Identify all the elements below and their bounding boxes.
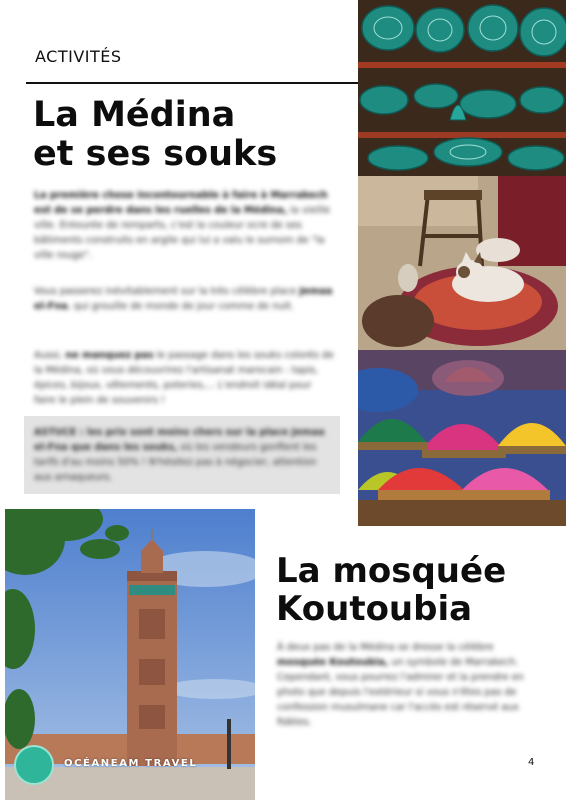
- section-rule: [26, 82, 360, 84]
- page-number: 4: [528, 757, 535, 768]
- medina-title-line1: La Médina: [33, 95, 236, 135]
- koutoubia-paragraph: [277, 640, 527, 730]
- cats-photo: [358, 176, 566, 350]
- medina-paragraph-2: [34, 284, 334, 314]
- tip-bold: ASTUCE : les prix sont moins chers sur la place Jemaa el-Fna que dans les souks,: [34, 427, 325, 453]
- koutoubia-p1-start: À deux pas de la Médina se dresse la célèbre: [277, 642, 494, 653]
- tip-box: [24, 416, 340, 494]
- medina-p2-bold: Jemaa el-Fna: [34, 286, 333, 312]
- koutoubia-title-line1: La mosquée: [276, 551, 507, 591]
- medina-title-line2: et ses souks: [33, 134, 278, 174]
- koutoubia-title-line2: Koutoubia: [276, 589, 473, 629]
- tip-text: [34, 425, 330, 485]
- medina-p1-bold: La première chose incontournable à faire à Marrakech est de se perdre dans les ruelles de la Médina,: [34, 190, 328, 216]
- medina-paragraph-3: [34, 348, 334, 408]
- medina-p3-bold: ne manquez pas: [65, 350, 154, 361]
- section-label: ACTIVITÉS: [35, 47, 122, 66]
- medina-p3-rest: le passage dans les souks colorés de la Médina, où vous découvrirez l'artisanat marocain : tapis, épices, bijoux, vêtements, poteries,... L'endroit idéal pour faire le plein de souvenirs !: [34, 350, 334, 406]
- medina-p2-rest: , qui grouille de monde de jour comme de nuit.: [67, 301, 294, 312]
- brand-logo-icon: [14, 745, 54, 785]
- medina-title: [33, 96, 353, 174]
- tip-rest: où les vendeurs gonflent les tarifs d'au moins 50% ! N'hésitez pas à négocier, attention aux arnaqueurs.: [34, 442, 317, 483]
- medina-p3-start: Aussi,: [34, 350, 66, 361]
- brand-name: OCÉANEAM TRAVEL: [64, 758, 198, 769]
- koutoubia-title: [276, 552, 546, 628]
- spices-photo: [358, 350, 566, 526]
- koutoubia-p1-rest: un symbole de Marrakech. Cependant, vous pourrez l'admirer et la prendre en photo que depuis l'extérieur si vous n'êtes pas de confession musulmane car l'accès est réservé aux fidèles.: [277, 657, 524, 728]
- medina-p1-rest: la vieille ville. Entourée de remparts, c'est la couleur ocre de ses bâtiments construits en argile qui lui a valu le surnom de "la ville rouge".: [34, 205, 331, 261]
- medina-paragraph-1: [34, 188, 334, 263]
- medina-p2-start: Vous passerez inévitablement sur la très célèbre place: [34, 286, 300, 297]
- koutoubia-p1-bold: mosquée Koutoubia,: [277, 657, 389, 668]
- pottery-photo: [358, 0, 566, 176]
